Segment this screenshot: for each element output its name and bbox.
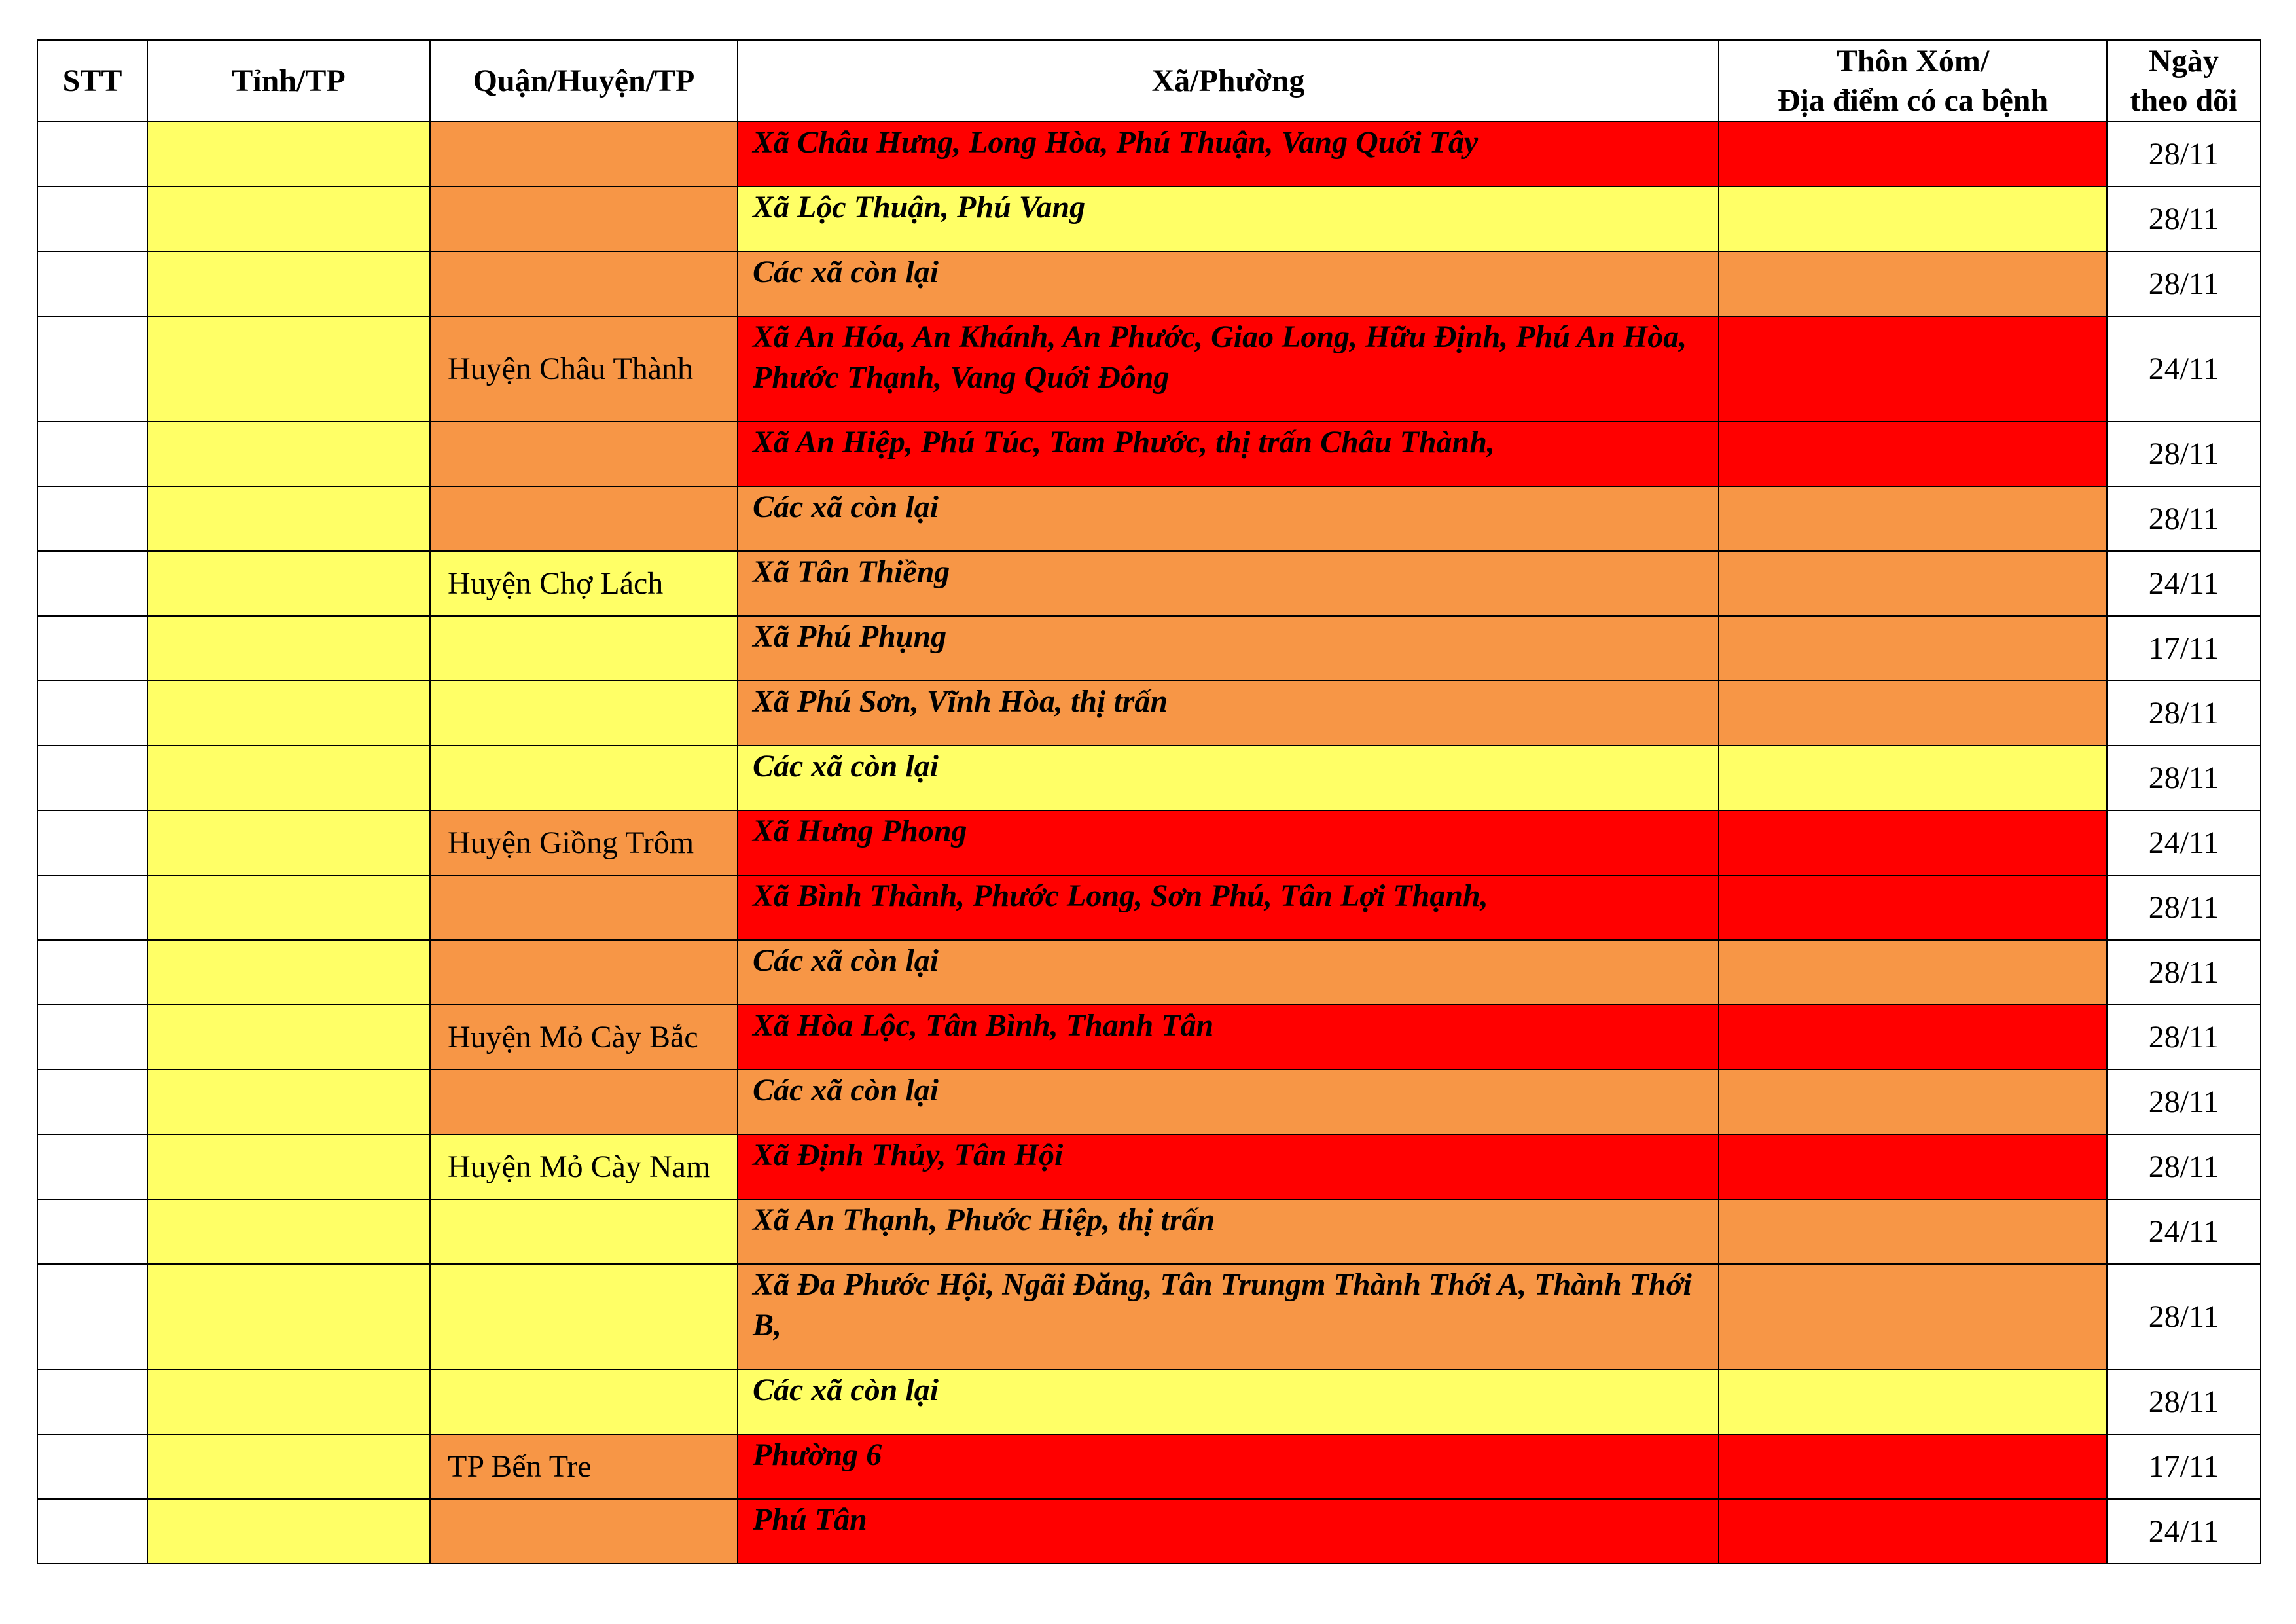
commune-cell: Xã Tân Thiềng: [738, 551, 1719, 616]
hamlet-cell: [1719, 810, 2107, 875]
province-cell: [147, 422, 430, 486]
table-row: [37, 1134, 2261, 1199]
table-row: [37, 616, 2261, 681]
monitoring-date-cell: 28/11: [2107, 122, 2261, 187]
table-row: [37, 875, 2261, 940]
district-cell: [430, 187, 738, 251]
header-row: [37, 40, 2261, 122]
district-cell: Huyện Mỏ Cày Bắc: [430, 1005, 738, 1070]
monitoring-date-cell: 17/11: [2107, 1434, 2261, 1499]
stt-cell: [37, 251, 147, 316]
monitoring-date-cell: 24/11: [2107, 1499, 2261, 1564]
hamlet-cell: [1719, 422, 2107, 486]
commune-cell: Xã Phú Phụng: [738, 616, 1719, 681]
hamlet-cell: [1719, 486, 2107, 551]
province-cell: [147, 1369, 430, 1434]
province-cell: [147, 551, 430, 616]
province-cell: [147, 875, 430, 940]
district-cell: Huyện Giồng Trôm: [430, 810, 738, 875]
header-date-line-1: Ngày: [2149, 43, 2219, 79]
monitoring-date-cell: 17/11: [2107, 616, 2261, 681]
province-cell: [147, 940, 430, 1005]
province-cell: [147, 486, 430, 551]
table-row: [37, 486, 2261, 551]
monitoring-date-cell: 28/11: [2107, 875, 2261, 940]
hamlet-cell: [1719, 616, 2107, 681]
hamlet-cell: [1719, 681, 2107, 746]
province-cell: [147, 1499, 430, 1564]
commune-cell: Xã Hưng Phong: [738, 810, 1719, 875]
stt-cell: [37, 1005, 147, 1070]
district-cell: [430, 1070, 738, 1134]
commune-cell: Xã Phú Sơn, Vĩnh Hòa, thị trấn: [738, 681, 1719, 746]
table-row: [37, 1499, 2261, 1564]
hamlet-cell: [1719, 1369, 2107, 1434]
commune-cell: Các xã còn lại: [738, 1070, 1719, 1134]
hamlet-cell: [1719, 1264, 2107, 1369]
hamlet-cell: [1719, 1134, 2107, 1199]
commune-cell: Xã Bình Thành, Phước Long, Sơn Phú, Tân Lợi Thạnh,: [738, 875, 1719, 940]
province-cell: [147, 187, 430, 251]
province-cell: [147, 122, 430, 187]
header-province: Tỉnh/TP: [147, 40, 430, 122]
table-row: [37, 1264, 2261, 1369]
monitoring-date-cell: 24/11: [2107, 316, 2261, 422]
commune-cell: Xã Định Thủy, Tân Hội: [738, 1134, 1719, 1199]
district-cell: [430, 486, 738, 551]
hamlet-cell: [1719, 251, 2107, 316]
monitoring-date-cell: 28/11: [2107, 486, 2261, 551]
table-row: [37, 251, 2261, 316]
stt-cell: [37, 1070, 147, 1134]
table-row: [37, 940, 2261, 1005]
district-cell: Huyện Mỏ Cày Nam: [430, 1134, 738, 1199]
province-cell: [147, 316, 430, 422]
stt-cell: [37, 810, 147, 875]
monitoring-date-cell: 28/11: [2107, 940, 2261, 1005]
monitoring-date-cell: 28/11: [2107, 681, 2261, 746]
province-cell: [147, 1434, 430, 1499]
hamlet-cell: [1719, 875, 2107, 940]
stt-cell: [37, 616, 147, 681]
commune-cell: Các xã còn lại: [738, 1369, 1719, 1434]
hamlet-cell: [1719, 746, 2107, 810]
stt-cell: [37, 551, 147, 616]
hamlet-cell: [1719, 1199, 2107, 1264]
header-monitoring-date: [2107, 40, 2261, 122]
table-row: [37, 551, 2261, 616]
header-commune: Xã/Phường: [738, 40, 1719, 122]
hamlet-cell: [1719, 316, 2107, 422]
stt-cell: [37, 1134, 147, 1199]
district-cell: [430, 422, 738, 486]
table-row: [37, 1369, 2261, 1434]
hamlet-cell: [1719, 551, 2107, 616]
commune-cell: Xã An Hiệp, Phú Túc, Tam Phước, thị trấn Châu Thành,: [738, 422, 1719, 486]
province-cell: [147, 746, 430, 810]
hamlet-cell: [1719, 187, 2107, 251]
district-cell: [430, 1199, 738, 1264]
monitoring-date-cell: 28/11: [2107, 251, 2261, 316]
monitoring-date-cell: 28/11: [2107, 746, 2261, 810]
stt-cell: [37, 1499, 147, 1564]
commune-cell: Xã An Thạnh, Phước Hiệp, thị trấn: [738, 1199, 1719, 1264]
monitoring-table: [37, 39, 2261, 1564]
commune-cell: Các xã còn lại: [738, 251, 1719, 316]
stt-cell: [37, 1264, 147, 1369]
header-stt: STT: [37, 40, 147, 122]
stt-cell: [37, 187, 147, 251]
hamlet-cell: [1719, 1434, 2107, 1499]
table-row: [37, 746, 2261, 810]
commune-cell: Phú Tân: [738, 1499, 1719, 1564]
stt-cell: [37, 122, 147, 187]
monitoring-date-cell: 24/11: [2107, 1199, 2261, 1264]
province-cell: [147, 1070, 430, 1134]
monitoring-date-cell: 28/11: [2107, 422, 2261, 486]
table-row: [37, 681, 2261, 746]
district-cell: [430, 1264, 738, 1369]
stt-cell: [37, 486, 147, 551]
table-header: [37, 40, 2261, 122]
header-date-line-2: theo dõi: [2130, 82, 2238, 118]
commune-cell: Xã Lộc Thuận, Phú Vang: [738, 187, 1719, 251]
commune-cell: Xã Đa Phước Hội, Ngãi Đăng, Tân Trungm Thành Thới A, Thành Thới B,: [738, 1264, 1719, 1369]
district-cell: [430, 1369, 738, 1434]
province-cell: [147, 616, 430, 681]
monitoring-date-cell: 28/11: [2107, 1070, 2261, 1134]
stt-cell: [37, 940, 147, 1005]
commune-cell: Các xã còn lại: [738, 746, 1719, 810]
table-row: [37, 1005, 2261, 1070]
hamlet-cell: [1719, 1005, 2107, 1070]
table-row: [37, 316, 2261, 422]
district-cell: [430, 940, 738, 1005]
province-cell: [147, 1264, 430, 1369]
header-hamlet-line-1: Thôn Xóm/: [1836, 43, 1990, 79]
monitoring-date-cell: 28/11: [2107, 1264, 2261, 1369]
hamlet-cell: [1719, 122, 2107, 187]
hamlet-cell: [1719, 1499, 2107, 1564]
monitoring-date-cell: 28/11: [2107, 1134, 2261, 1199]
province-cell: [147, 1005, 430, 1070]
province-cell: [147, 1134, 430, 1199]
monitoring-date-cell: 28/11: [2107, 187, 2261, 251]
district-cell: Huyện Châu Thành: [430, 316, 738, 422]
table-row: [37, 122, 2261, 187]
province-cell: [147, 1199, 430, 1264]
header-hamlet-line-2: Địa điểm có ca bệnh: [1777, 82, 2049, 118]
hamlet-cell: [1719, 940, 2107, 1005]
district-cell: [430, 122, 738, 187]
header-hamlet: [1719, 40, 2107, 122]
stt-cell: [37, 1369, 147, 1434]
district-cell: [430, 1499, 738, 1564]
stt-cell: [37, 681, 147, 746]
commune-cell: Xã Châu Hưng, Long Hòa, Phú Thuận, Vang Quới Tây: [738, 122, 1719, 187]
monitoring-date-cell: 28/11: [2107, 1005, 2261, 1070]
header-district: Quận/Huyện/TP: [430, 40, 738, 122]
district-cell: Huyện Chợ Lách: [430, 551, 738, 616]
province-cell: [147, 681, 430, 746]
district-cell: [430, 251, 738, 316]
table-body: [37, 122, 2261, 1564]
hamlet-cell: [1719, 1070, 2107, 1134]
province-cell: [147, 251, 430, 316]
district-cell: [430, 875, 738, 940]
district-cell: [430, 681, 738, 746]
stt-cell: [37, 1434, 147, 1499]
district-cell: [430, 616, 738, 681]
table-row: [37, 1434, 2261, 1499]
commune-cell: Xã Hòa Lộc, Tân Bình, Thanh Tân: [738, 1005, 1719, 1070]
stt-cell: [37, 875, 147, 940]
table-row: [37, 1199, 2261, 1264]
commune-cell: Phường 6: [738, 1434, 1719, 1499]
province-cell: [147, 810, 430, 875]
district-cell: [430, 746, 738, 810]
stt-cell: [37, 316, 147, 422]
table-row: [37, 1070, 2261, 1134]
stt-cell: [37, 422, 147, 486]
commune-cell: Xã An Hóa, An Khánh, An Phước, Giao Long, Hữu Định, Phú An Hòa, Phước Thạnh, Vang Quới Đông: [738, 316, 1719, 422]
stt-cell: [37, 746, 147, 810]
district-cell: TP Bến Tre: [430, 1434, 738, 1499]
monitoring-date-cell: 28/11: [2107, 1369, 2261, 1434]
commune-cell: Các xã còn lại: [738, 940, 1719, 1005]
commune-cell: Các xã còn lại: [738, 486, 1719, 551]
stt-cell: [37, 1199, 147, 1264]
table-row: [37, 810, 2261, 875]
table-row: [37, 422, 2261, 486]
monitoring-date-cell: 24/11: [2107, 551, 2261, 616]
table-row: [37, 187, 2261, 251]
monitoring-date-cell: 24/11: [2107, 810, 2261, 875]
